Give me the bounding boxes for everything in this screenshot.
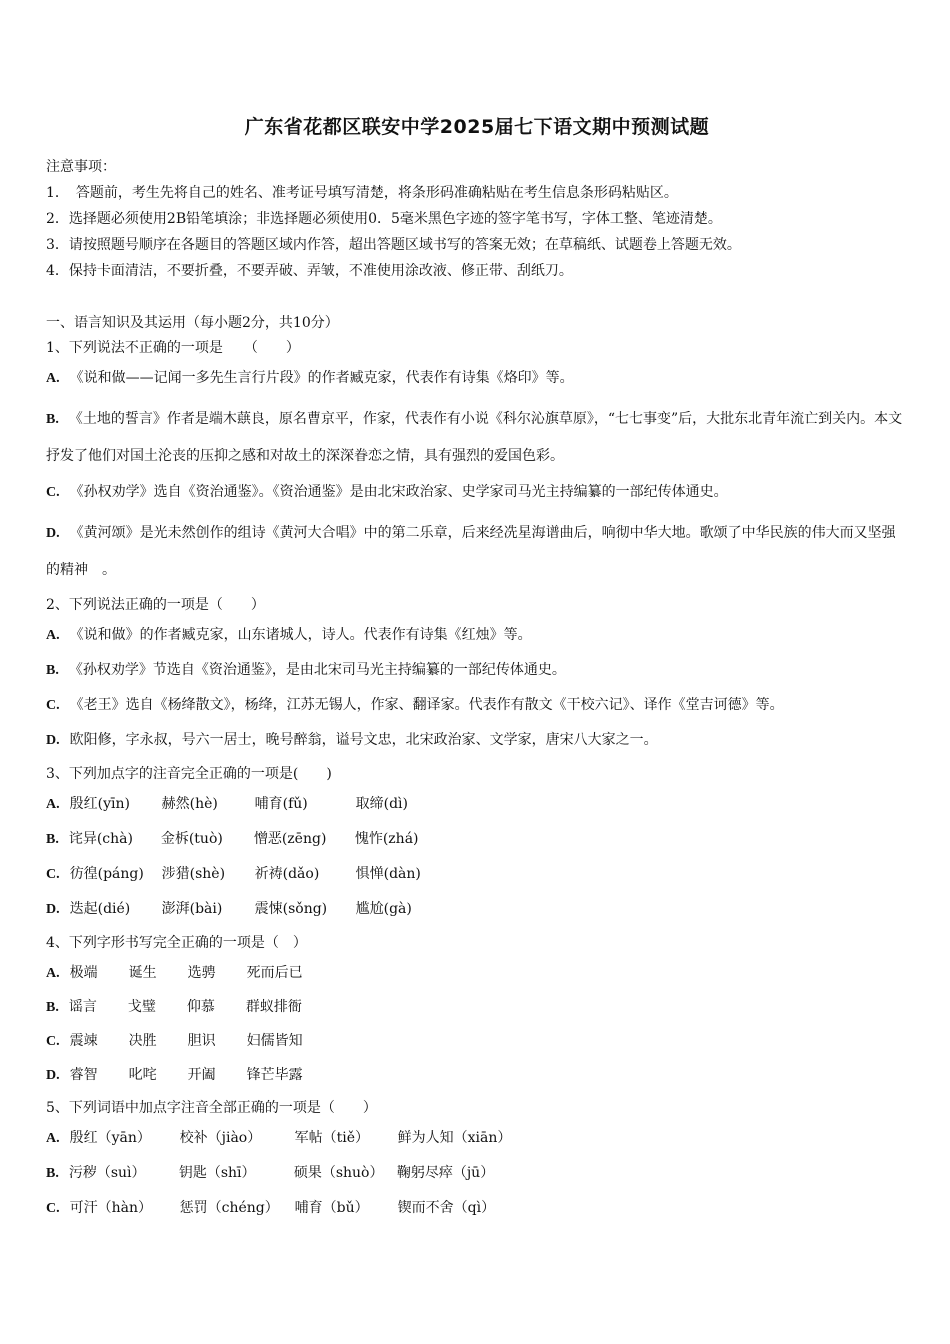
option-label: B. [46, 663, 59, 678]
option-label: D. [46, 733, 60, 748]
option-text: 《说和做》的作者臧克家，山东诸城人，诗人。代表作有诗集《红烛》等。 [69, 627, 532, 643]
word-item: 钥匙（shī） [178, 1165, 256, 1181]
word-item: 愧怍(zhá) [354, 831, 419, 847]
option-label: B. [46, 1166, 59, 1181]
word-item: 惩罚（chéng） [179, 1200, 279, 1216]
word-item: 极端 [69, 965, 98, 981]
option-label: D. [46, 526, 60, 541]
word-item: 殷红（yān） [69, 1130, 151, 1146]
notice-item-4: 4．保持卡面清洁，不要折叠，不要弄破、弄皱，不准使用涂改液、修正带、刮纸刀。 [46, 263, 573, 279]
word-item: 祈祷(dǎo) [254, 866, 320, 882]
word-item: 震悚(sǒng) [254, 901, 328, 917]
word-item: 戈璧 [127, 999, 156, 1015]
word-item: 谣言 [68, 999, 97, 1015]
word-item: 澎湃(bài) [161, 901, 223, 917]
word-item: 诞生 [128, 965, 157, 981]
section-heading: 一、语言知识及其运用（每小题2分，共10分） [46, 315, 339, 331]
word-item: 死而后已 [246, 965, 303, 981]
question-4-option-d [46, 1063, 908, 1087]
word-item: 决胜 [128, 1033, 157, 1049]
option-label: B. [46, 1000, 59, 1015]
question-1-option-a [46, 366, 908, 391]
question-4-option-b [46, 995, 908, 1019]
notice-item-2: 2．选择题必须使用2B铅笔填涂；非选择题必须使用0．5毫米黑色字迹的签字笔书写，字体工整、笔迹清楚。 [46, 211, 722, 227]
option-text: 《土地的誓言》作者是端木蕻良，原名曹京平，作家，代表作有小说《科尔沁旗草原》，“七七事变”后，大批东北青年流亡到关内。本文抒发了他们对国土沦丧的压抑之感和对故土的深深眷恋之情，具有强烈的爱国色彩。 [46, 411, 903, 464]
word-item: 鞠躬尽瘁（jū） [396, 1165, 495, 1181]
word-item: 锋芒毕露 [246, 1067, 303, 1083]
word-item: 叱咤 [128, 1067, 157, 1083]
word-item: 校补（jiào） [179, 1130, 262, 1146]
word-item: 诧异(chà) [68, 831, 133, 847]
option-text: 《老王》选自《杨绛散文》，杨绛，江苏无锡人，作家、翻译家。代表作有散文《干校六记》、译作《堂吉诃德》等。 [69, 697, 784, 713]
option-text: 《黄河颂》是光未然创作的组诗《黄河大合唱》中的第二乐章，后来经冼星海谱曲后，响彻中华大地。歌颂了中华民族的伟大而又坚强的精神 。 [46, 525, 896, 578]
word-item: 锲而不舍（qì） [397, 1200, 496, 1216]
option-label: D. [46, 902, 60, 917]
word-item: 污秽（suì） [68, 1165, 146, 1181]
word-item: 仰慕 [186, 999, 215, 1015]
question-2-option-d [46, 728, 908, 753]
exam-title: 广东省花都区联安中学2025届七下语文期中预测试题 [244, 116, 710, 138]
word-item: 金柝(tuò) [160, 831, 223, 847]
option-text: 《说和做——记闻一多先生言行片段》的作者臧克家，代表作有诗集《烙印》等。 [69, 370, 574, 386]
word-item: 彷徨(páng) [69, 866, 144, 882]
word-item: 哺育(fǔ) [254, 796, 308, 812]
notice-block [46, 156, 908, 280]
question-4-option-a [46, 961, 908, 985]
question-3-option-c [46, 862, 908, 886]
question-2-option-c [46, 693, 908, 718]
option-label: B. [46, 832, 59, 847]
word-item: 哺育（bǔ） [294, 1200, 369, 1216]
word-item: 赫然(hè) [161, 796, 218, 812]
exam-page [46, 112, 908, 1231]
question-1 [46, 337, 908, 588]
question-5-option-a [46, 1126, 908, 1150]
question-4-option-c [46, 1029, 908, 1053]
question-2-option-a [46, 623, 908, 648]
notice-item-1: 1． 答题前，考生先将自己的姓名、准考证号填写清楚，将条形码准确粘贴在考生信息条形码粘贴区。 [46, 185, 678, 201]
word-item: 震竦 [69, 1033, 98, 1049]
option-label: C. [46, 1201, 60, 1216]
question-2-option-b [46, 658, 908, 683]
word-item: 群蚁排衙 [245, 999, 302, 1015]
question-1-stem: 1、下列说法不正确的一项是 （ ） [46, 340, 300, 356]
question-4 [46, 932, 908, 1087]
word-item: 选骋 [187, 965, 216, 981]
option-label: D. [46, 1068, 60, 1083]
question-3-option-d [46, 897, 908, 921]
option-text: 《孙权劝学》节选自《资治通鉴》，是由北宋司马光主持编纂的一部纪传体通史。 [68, 662, 566, 678]
option-text: 《孙权劝学》选自《资治通鉴》。《资治通鉴》是由北宋政治家、史学家司马光主持编纂的一部纪传体通史。 [69, 484, 728, 500]
option-label: A. [46, 1131, 60, 1146]
option-label: C. [46, 698, 60, 713]
question-2 [46, 594, 908, 753]
question-5-option-b [46, 1161, 908, 1185]
question-1-option-d [46, 515, 908, 588]
word-item: 殷红(yīn) [69, 796, 130, 812]
option-label: C. [46, 1034, 60, 1049]
option-label: A. [46, 628, 60, 643]
option-label: A. [46, 966, 60, 981]
word-item: 惧惮(dàn) [355, 866, 421, 882]
question-1-option-c [46, 480, 908, 505]
option-label: A. [46, 371, 60, 386]
question-5-stem: 5、下列词语中加点字注音全部正确的一项是（ ） [46, 1100, 377, 1116]
word-item: 军帖（tiě） [294, 1130, 370, 1146]
question-3-stem: 3、下列加点字的注音完全正确的一项是( ) [46, 766, 332, 782]
question-3-option-a [46, 792, 908, 816]
question-5 [46, 1097, 908, 1220]
word-item: 取缔(dì) [355, 796, 408, 812]
option-text: 欧阳修，字永叔，号六一居士，晚号醉翁，谥号文忠，北宋政治家、文学家，唐宋八大家之一。 [69, 732, 658, 748]
question-2-stem: 2、下列说法正确的一项是（ ） [46, 597, 265, 613]
word-item: 胆识 [187, 1033, 216, 1049]
word-item: 硕果（shuò） [293, 1165, 384, 1181]
question-3 [46, 763, 908, 921]
word-item: 鲜为人知（xiān） [397, 1130, 512, 1146]
question-5-option-c [46, 1196, 908, 1220]
word-item: 睿智 [69, 1067, 98, 1083]
question-4-stem: 4、下列字形书写完全正确的一项是（ ） [46, 935, 307, 951]
word-item: 尴尬(gà) [355, 901, 412, 917]
word-item: 可汗（hàn） [69, 1200, 153, 1216]
word-item: 涉猎(shè) [161, 866, 226, 882]
question-3-option-b [46, 827, 908, 851]
notice-heading: 注意事项： [46, 159, 116, 175]
word-item: 憎恶(zēng) [253, 831, 327, 847]
notice-item-3: 3．请按照题号顺序在各题目的答题区域内作答，超出答题区域书写的答案无效；在草稿纸、试题卷上答题无效。 [46, 237, 741, 253]
word-item: 迭起(dié) [69, 901, 131, 917]
option-label: A. [46, 797, 60, 812]
option-label: C. [46, 867, 60, 882]
question-1-option-b [46, 401, 908, 474]
option-label: B. [46, 412, 59, 427]
option-label: C. [46, 485, 60, 500]
word-item: 妇儒皆知 [246, 1033, 303, 1049]
word-item: 开阖 [187, 1067, 216, 1083]
